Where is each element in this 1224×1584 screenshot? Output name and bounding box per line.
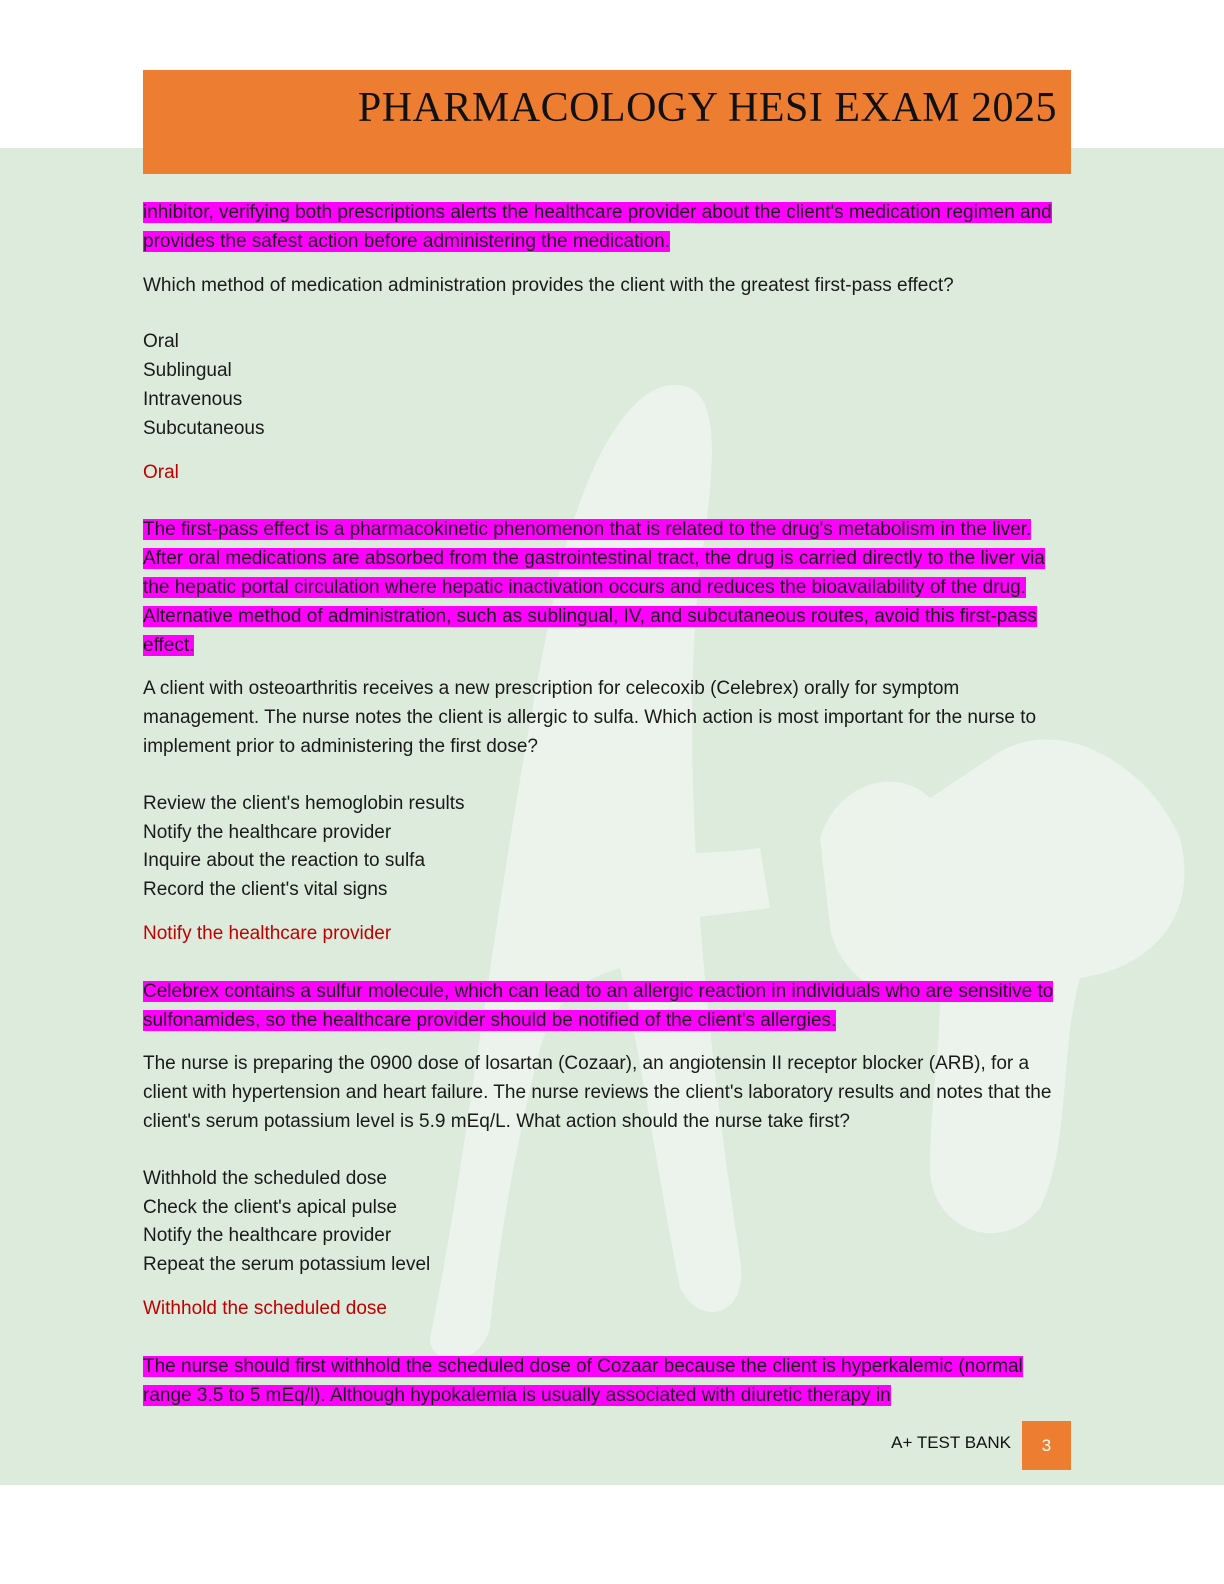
answer-text: Withhold the scheduled dose bbox=[143, 1297, 387, 1319]
page-number: 3 bbox=[1022, 1421, 1071, 1470]
answer-text: Notify the healthcare provider bbox=[143, 922, 392, 944]
rationale-paragraph bbox=[143, 516, 1063, 660]
question-text: Which method of medication administration provides the client with the greatest first-pass effect? bbox=[143, 274, 954, 296]
option-item: Withhold the scheduled dose bbox=[143, 1167, 387, 1189]
highlighted-text: The nurse should first withhold the scheduled dose of Cozaar because the client is hyperkalemic (normal range 3.5 to 5 mEq/l). Although hypokalemia is usually associated with diuretic therapy in bbox=[143, 1355, 1023, 1406]
question-block bbox=[143, 1050, 1063, 1410]
highlighted-text: inhibitor, verifying both prescriptions alerts the healthcare provider about the client's medication regimen and provides the safest action before administering the medication. bbox=[143, 202, 1052, 252]
option-item: Inquire about the reaction to sulfa bbox=[143, 850, 426, 872]
rationale-paragraph bbox=[143, 978, 1063, 1036]
option-item: Repeat the serum potassium level bbox=[143, 1254, 431, 1276]
question-block bbox=[143, 272, 1063, 661]
option-item: Sublingual bbox=[143, 360, 232, 382]
question-text: A client with osteoarthritis receives a new prescription for celecoxib (Celebrex) orally for symptom management. The nurse notes the client is allergic to sulfa. Which action is most important for the nurse to implement prior to administering the first dose? bbox=[143, 678, 1037, 757]
page-title: PHARMACOLOGY HESI EXAM 2025 bbox=[357, 85, 1057, 131]
highlighted-text: The first-pass effect is a pharmacokinetic phenomenon that is related to the drug's metabolism in the liver. After oral medications are absorbed from the gastrointestinal tract, the drug is carried directly to the liver via the hepatic portal circulation where hepatic inactivation occurs and reduces the bioavailability of the drug. Alternative method of administration, such as sublingual, IV, and subcutaneous routes, avoid this first-pass effect. bbox=[143, 519, 1045, 656]
document-body bbox=[143, 199, 1063, 1425]
option-list bbox=[143, 790, 1063, 905]
option-item: Notify the healthcare provider bbox=[143, 821, 392, 843]
footer-label: A+ TEST BANK bbox=[891, 1433, 1011, 1452]
rationale-paragraph bbox=[143, 1353, 1063, 1411]
highlighted-text: Celebrex contains a sulfur molecule, which can lead to an allergic reaction in individuals who are sensitive to sulfonamides, so the healthcare provider should be notified of the client's allergies. bbox=[143, 980, 1054, 1031]
option-item: Subcutaneous bbox=[143, 417, 265, 439]
intro-paragraph bbox=[143, 199, 1063, 257]
question-block bbox=[143, 675, 1063, 1035]
option-item: Record the client's vital signs bbox=[143, 879, 388, 901]
option-item: Review the client's hemoglobin results bbox=[143, 792, 465, 814]
option-list bbox=[143, 1165, 1063, 1280]
header-bar bbox=[143, 70, 1071, 174]
answer-text: Oral bbox=[143, 461, 179, 483]
option-item: Intravenous bbox=[143, 388, 243, 410]
option-list bbox=[143, 328, 1063, 443]
option-item: Check the client's apical pulse bbox=[143, 1196, 397, 1218]
option-item: Oral bbox=[143, 331, 179, 353]
option-item: Notify the healthcare provider bbox=[143, 1225, 392, 1247]
question-text: The nurse is preparing the 0900 dose of losartan (Cozaar), an angiotensin II receptor blocker (ARB), for a client with hypertension and heart failure. The nurse reviews the client's laboratory results and notes that the client's serum potassium level is 5.9 mEq/L. What action should the nurse take first? bbox=[143, 1053, 1052, 1132]
